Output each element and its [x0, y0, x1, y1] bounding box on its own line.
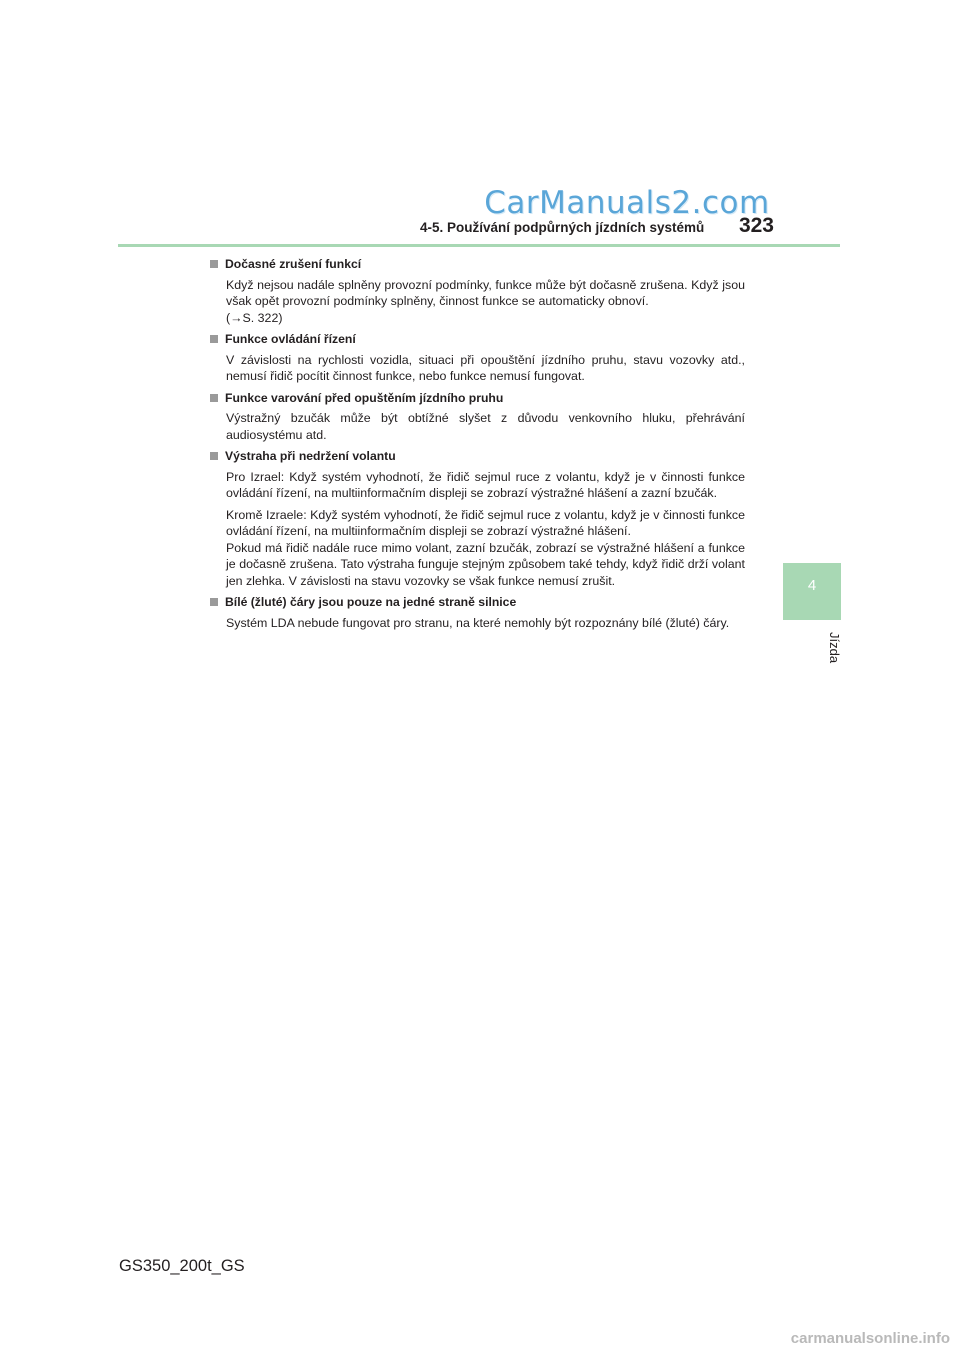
section-title: 4-5. Používání podpůrných jízdních systémů	[420, 220, 705, 235]
item-heading: Funkce varování před opuštěním jízdního pruhu	[210, 390, 745, 407]
chapter-label: Jízda	[827, 632, 842, 664]
page-reference: (→S. 322)	[226, 310, 283, 325]
square-bullet-icon	[210, 598, 218, 606]
header-divider	[118, 244, 840, 247]
item-paragraph: Kromě Izraele: Když systém vyhodnotí, že řidič sejmul ruce z volantu, když je v činnosti funkce ovládání řízení, na multiinformačním displeji se zobrazí výstražné hlášení.	[226, 507, 745, 538]
chapter-tab	[783, 563, 841, 620]
list-item	[210, 594, 745, 631]
watermark-footer: carmanualsonline.info	[790, 1330, 950, 1347]
item-paragraph: Výstražný bzučák může být obtížné slyšet z důvodu venkovního hluku, přehrávání audiosystému atd.	[226, 411, 745, 442]
item-paragraph: Pokud má řidič nadále ruce mimo volant, zazní bzučák, zobrazí se výstražné hlášení a funkce je dočasně zrušena. Tato výstraha funguje stejným způsobem také tehdy, když řidič drží volant jen zlehka. V závislosti na stavu vozovky se však funkce nemusí zrušit.	[226, 540, 745, 588]
square-bullet-icon	[210, 452, 218, 460]
item-paragraph: Pro Izrael: Když systém vyhodnotí, že řidič sejmul ruce z volantu, když je v činnosti funkce ovládání řízení, na multiinformačním displeji se zobrazí výstražné hlášení a zazní bzučák.	[226, 469, 745, 500]
square-bullet-icon	[210, 394, 218, 402]
item-heading: Bílé (žluté) čáry jsou pouze na jedné straně silnice	[210, 594, 745, 611]
item-heading: Dočasné zrušení funkcí	[210, 256, 745, 273]
item-heading: Výstraha při nedržení volantu	[210, 448, 745, 465]
list-item	[210, 331, 745, 385]
list-item	[210, 390, 745, 444]
item-paragraph: Když nejsou nadále splněny provozní podmínky, funkce může být dočasně zrušena. Když jsou však opět provozní podmínky splněny, činnost funkce se automaticky obnoví.	[226, 277, 745, 308]
page-number: 323	[738, 214, 774, 237]
item-heading: Funkce ovládání řízení	[210, 331, 745, 348]
square-bullet-icon	[210, 260, 218, 268]
item-paragraph: Systém LDA nebude fungovat pro stranu, na které nemohly být rozpoznány bílé (žluté) čáry.	[226, 615, 730, 630]
item-paragraph: V závislosti na rychlosti vozidla, situaci při opouštění jízdního pruhu, stavu vozovky atd., nemusí řidič pocítit činnost funkce, nebo funkce nemusí fungovat.	[226, 352, 745, 383]
list-item	[210, 256, 745, 326]
model-code: GS350_200t_GS	[119, 1257, 245, 1275]
watermark-logo: CarManuals2.com	[484, 185, 770, 221]
list-item	[210, 448, 745, 589]
page-content	[210, 256, 745, 636]
square-bullet-icon	[210, 335, 218, 343]
chapter-number: 4	[807, 577, 817, 594]
